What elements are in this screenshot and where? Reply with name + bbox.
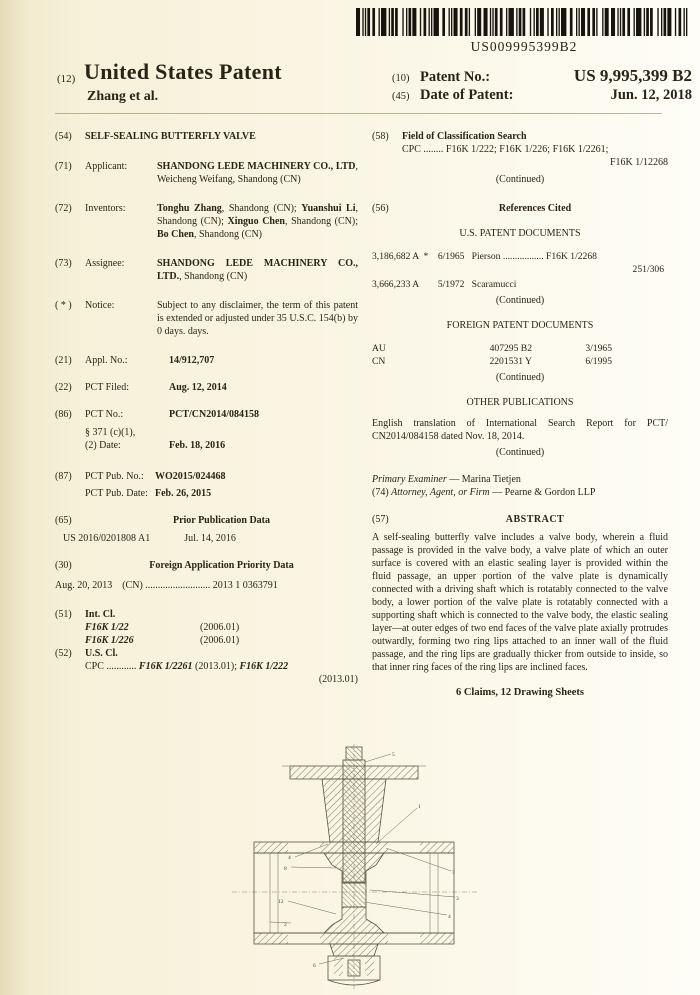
abstract-text: A self-sealing butterfly valve includes a valve body, wherein a fluid passage is provided in the valve body, a valve plate of which an outer surface is covered with an elastic sealing layer is provided within the fluid passage, an upper portion of the valve plate is dynamically connected with a driving shaft which is rotatably connected to the valve body, a lower portion of the valve plate is rotatably connected with a supporting shaft which is connected to the valve body, the elastic sealing layer—at outer edges of two end faces of the valve plate axially protrudes outwardly, forming two ring lips attached to an inner wall of the fluid passage, and the ring lips are gradually thicker from outside to inside, so that inner ring faces of the ring lips are inclined faces.: [372, 532, 668, 673]
other-publications-text: English translation of International Search Report for PCT/ CN2014/084158 dated Nov. 18, 2014.: [372, 418, 668, 442]
foreign-doc-country: AU: [372, 343, 386, 354]
lower-hub: [324, 907, 384, 933]
field-tag: (86): [55, 409, 72, 420]
field-tag: (71): [55, 161, 72, 172]
field-tag: (51): [55, 609, 72, 620]
field-tag-45: (45): [392, 91, 410, 102]
field-tag: (58): [372, 131, 389, 142]
ref-numeral: 6: [313, 963, 316, 969]
inventor-shortname: Zhang et al.: [87, 89, 159, 104]
field-tag: (52): [55, 648, 72, 659]
field-tag: ( * ): [55, 300, 72, 311]
ref-numeral: 12: [278, 899, 284, 905]
us-cl-heading: U.S. Cl.: [85, 648, 118, 659]
int-cl-heading: Int. Cl.: [85, 609, 116, 620]
classification-heading: Field of Classification Search: [402, 131, 527, 142]
field-21-appl-no: [55, 354, 358, 367]
assignee-label: Assignee:: [85, 258, 125, 269]
page-title: United States Patent: [84, 59, 282, 84]
field-72-inventors: [55, 202, 358, 241]
field-87-pct-pub-no: [55, 470, 358, 483]
field-56-references: [372, 202, 668, 215]
classification-line2: F16K 1/12268: [609, 157, 668, 168]
field-tag: (54): [55, 131, 72, 142]
foreign-docs-continued: (Continued): [495, 372, 545, 383]
supporting-shaft: [348, 960, 360, 976]
ref-numeral: 7: [452, 870, 455, 876]
top-bolt: [346, 747, 362, 760]
prior-pub-heading: Prior Publication Data: [172, 515, 271, 526]
ref-numeral: 5: [392, 752, 395, 758]
prior-pub-number: US 2016/0201808 A1: [63, 533, 151, 544]
inventors-label: Inventors:: [85, 203, 126, 214]
right-column: [372, 130, 668, 699]
foreign-priority-heading: Foreign Application Priority Data: [149, 560, 294, 571]
field-86-pct-no: [55, 408, 358, 421]
date-2-label: (2) Date:: [85, 440, 121, 451]
field-tag: (73): [55, 258, 72, 269]
field-tag: (22): [55, 382, 72, 393]
int-cl-code: F16K 1/22: [85, 622, 129, 633]
invention-title: SELF-SEALING BUTTERFLY VALVE: [85, 131, 256, 142]
ref-numeral: 8: [284, 866, 287, 872]
section-371-line: § 371 (c)(1),: [85, 427, 136, 438]
foreign-doc-country: CN: [372, 356, 386, 367]
patent-number-label: Patent No.:: [420, 69, 491, 85]
ref-numeral: 3: [456, 896, 459, 902]
valve-plate-stem: [342, 883, 366, 907]
int-cl-year: (2006.01): [200, 635, 240, 646]
ref-numeral: 4: [288, 855, 291, 861]
us-patent-doc-row-cont: 251/306: [632, 264, 664, 275]
notice-label: Notice:: [85, 300, 115, 311]
int-cl-row: [55, 634, 358, 647]
us-patent-doc-row: 3,666,233 A 5/1972 Scaramucci: [372, 279, 517, 290]
foreign-doc-number: 2201531 Y: [489, 356, 532, 367]
patent-number-row: [392, 66, 692, 86]
field-71-applicant: [55, 160, 358, 186]
upper-bonnet: [322, 779, 386, 842]
field-tag: (65): [55, 515, 72, 526]
us-cl-cpc-value: CPC ............ F16K 1/2261 (2013.01); F16K 1/222: [85, 661, 289, 672]
ref-numeral: 2: [284, 922, 287, 928]
foreign-doc-row: [372, 355, 668, 368]
lower-neck: [330, 944, 378, 956]
field-tag: (56): [372, 203, 389, 214]
foreign-doc-row: [372, 342, 668, 355]
claims-line: 6 Claims, 12 Drawing Sheets: [455, 687, 585, 698]
field-87-pct-pub-date: [55, 487, 358, 500]
valve-cross-section: [224, 744, 486, 990]
inventors-value: Tonghu Zhang, Shandong (CN); Yuanshui Li, Shandong (CN); Xinguo Chen, Shandong (CN); Bo Chen, Shandong (CN): [157, 203, 358, 240]
assignee-value: SHANDONG LEDE MACHINERY CO., LTD., Shandong (CN): [157, 258, 358, 282]
left-column: [55, 130, 358, 686]
field-51-int-cl: [55, 608, 358, 621]
other-pubs-continued: (Continued): [495, 447, 545, 458]
us-patent-doc-row: 3,186,682 A * 6/1965 Pierson ................. F16K 1/2268: [372, 251, 597, 262]
ref-numeral: 1: [418, 804, 421, 810]
prior-pub-row: [55, 532, 358, 545]
int-cl-row: [55, 621, 358, 634]
notice-text: Subject to any disclaimer, the term of this patent is extended or adjusted under 35 U.S.C. 154(b) by 0 days. days.: [157, 300, 358, 337]
us-cl-cpc-line2: (2013.01): [318, 674, 358, 685]
foreign-priority-line: Aug. 20, 2013 (CN) .......................... 2013 1 0363791: [55, 580, 278, 591]
field-54-title: [55, 130, 358, 143]
field-65-prior-pub: [55, 514, 358, 527]
field-57-abstract: [372, 513, 668, 526]
pct-filed-value: Aug. 12, 2014: [169, 382, 227, 393]
field-22-pct-filed: [55, 381, 358, 394]
us-cl-cpc-line: [55, 660, 358, 673]
references-heading: References Cited: [498, 203, 572, 214]
pct-pub-no-value: WO2015/024468: [155, 471, 226, 482]
int-cl-year: (2006.01): [200, 622, 240, 633]
field-371-date: [55, 439, 358, 452]
attorney-line: (74) Attorney, Agent, or Firm — Pearne & Gordon LLP: [372, 487, 596, 498]
patent-date-value: Jun. 12, 2018: [610, 87, 692, 103]
field-371: [55, 426, 358, 439]
foreign-doc-date: 6/1995: [585, 356, 612, 367]
pct-pub-date-label: PCT Pub. Date:: [85, 488, 148, 499]
field-58-classification: [372, 130, 668, 143]
pct-filed-label: PCT Filed:: [85, 382, 129, 393]
field-tag: (72): [55, 203, 72, 214]
appl-no-label: Appl. No.:: [85, 355, 128, 366]
foreign-doc-date: 3/1965: [585, 343, 612, 354]
other-publications-heading: OTHER PUBLICATIONS: [466, 397, 574, 408]
top-flange: [290, 766, 418, 779]
field-73-assignee: [55, 257, 358, 283]
us-patent-docs-heading: U.S. PATENT DOCUMENTS: [459, 228, 581, 239]
foreign-patent-docs-heading: FOREIGN PATENT DOCUMENTS: [446, 320, 594, 331]
patent-number-value: US 9,995,399 B2: [573, 66, 692, 85]
field-tag: (30): [55, 560, 72, 571]
field-tag: (87): [55, 471, 72, 482]
abstract-heading: ABSTRACT: [505, 514, 565, 525]
date-2-value: Feb. 18, 2016: [169, 440, 226, 451]
header-divider: [55, 113, 662, 114]
field-tag: (21): [55, 355, 72, 366]
applicant-value: SHANDONG LEDE MACHINERY CO., LTD, Weicheng Weifang, Shandong (CN): [157, 161, 358, 185]
patent-date-label: Date of Patent:: [420, 87, 514, 103]
barcode-bars: [356, 8, 692, 38]
classification-line1: CPC ........ F16K 1/222; F16K 1/226; F16K 1/2261;: [402, 144, 609, 155]
field-tag-12: (12): [57, 73, 76, 85]
barcode: [356, 8, 692, 38]
classification-continued: (Continued): [495, 174, 545, 185]
barcode-number: US009995399B2: [470, 39, 578, 54]
field-notice: [55, 299, 358, 338]
int-cl-code: F16K 1/226: [85, 635, 134, 646]
us-docs-continued: (Continued): [495, 295, 545, 306]
primary-examiner-line: Primary Examiner — Marina Tietjen: [372, 474, 521, 485]
ref-numeral: 4: [448, 914, 451, 920]
pct-pub-no-label: PCT Pub. No.:: [85, 471, 144, 482]
field-52-us-cl: [55, 647, 358, 660]
foreign-doc-number: 407295 B2: [489, 343, 532, 354]
patent-drawing: [224, 744, 486, 990]
prior-pub-date: Jul. 14, 2016: [184, 533, 236, 544]
appl-no-value: 14/912,707: [169, 355, 215, 366]
field-tag: (57): [372, 514, 389, 525]
field-tag-10: (10): [392, 73, 410, 84]
pct-no-value: PCT/CN2014/084158: [169, 409, 259, 420]
field-30-foreign-priority: [55, 559, 358, 572]
pct-no-label: PCT No.:: [85, 409, 124, 420]
pct-pub-date-value: Feb. 26, 2015: [155, 488, 212, 499]
patent-date-row: [392, 87, 692, 104]
applicant-label: Applicant:: [85, 161, 128, 172]
